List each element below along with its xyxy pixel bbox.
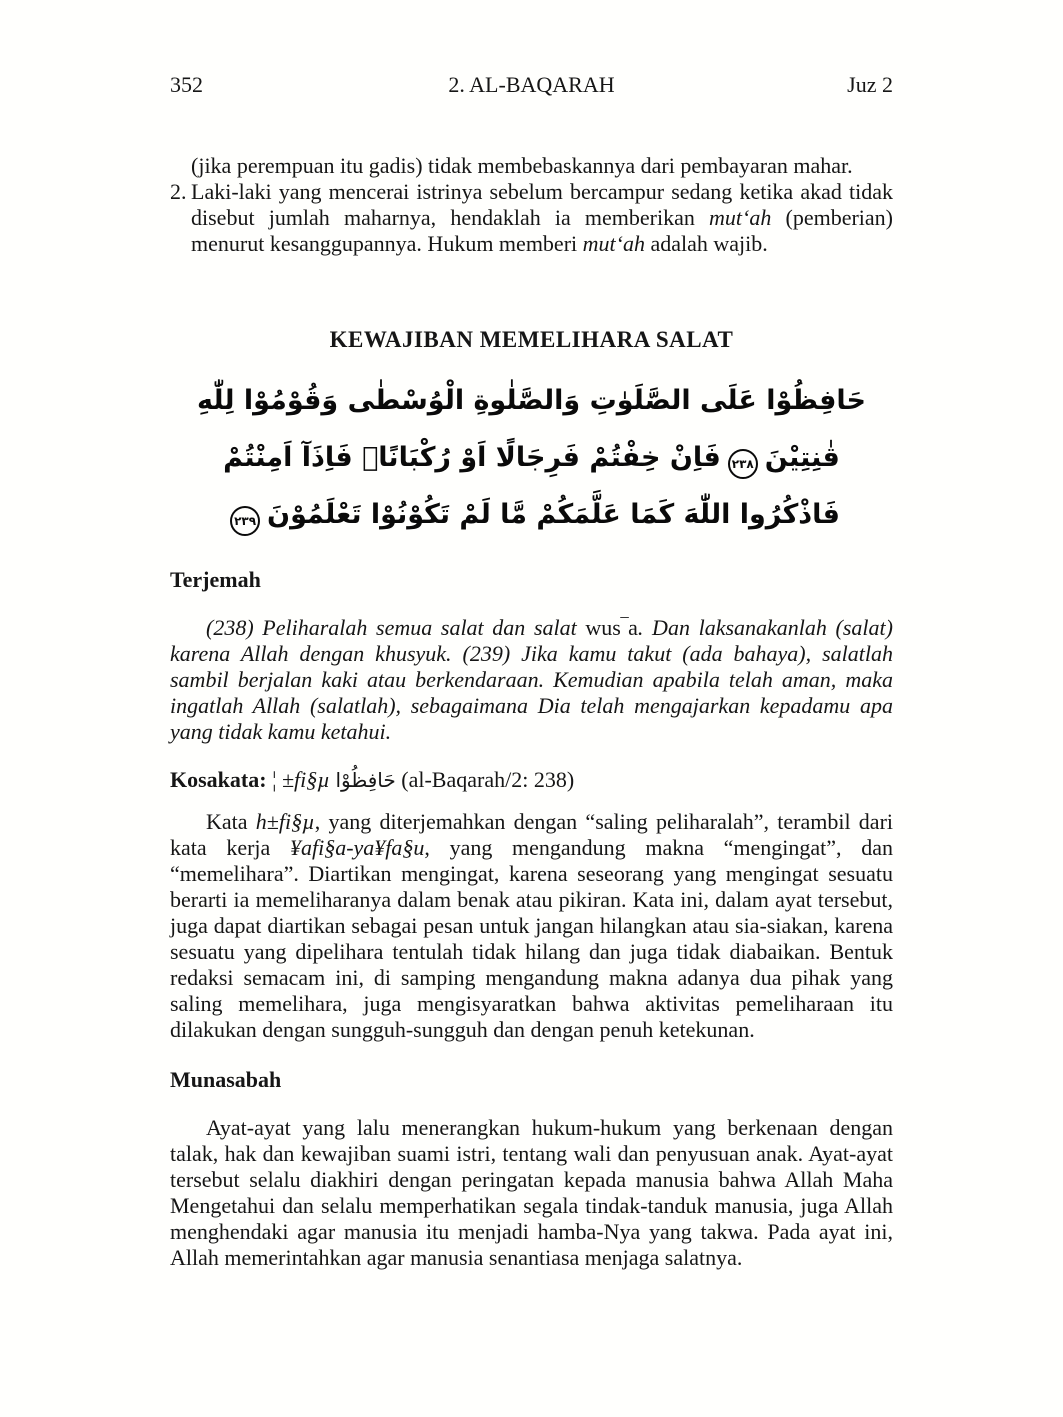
- section-title: KEWAJIBAN MEMELIHARA SALAT: [329, 327, 734, 352]
- surah-title: 2. AL-BAQARAH: [448, 72, 615, 97]
- ayah-number-badge-238: ٢٣٨: [728, 449, 758, 479]
- quran-verse-239-text: فَرِجَالًا اَوْ رُكْبَانًاۚ فَاِذَآ اَمِنْتُمْ فَاذْكُرُوا اللّٰهَ كَمَا عَلَّمَكُمْ مَّا لَمْ تَكُوْنُوْا تَعْلَمُوْنَ: [223, 442, 840, 531]
- list-item-2-part: Laki-laki yang mencerai istrinya sebelum bercampur sedang ketika akad tidak disebut jumlah maharnya, hendaklah ia memberikan: [191, 179, 893, 230]
- terjemah-heading: Terjemah: [170, 567, 261, 593]
- terjemah-paragraph: [170, 615, 893, 745]
- munasabah-paragraph: Ayat-ayat yang lalu menerangkan hukum-hukum yang berkenaan dengan talak, hak dan kewajiban suami istri, tentang wali dan penyusuan anak. Ayat-ayat tersebut selalu diakhiri dengan peringatan kepada manusia bahwa Allah Maha Mengetahui dan selalu memperhatikan segala tindak-tanduk manusia, juga Allah menghendaki agar manusia itu menjadi hamba-Nya yang takwa. Pada ayat ini, Allah memerintahkan agar manusia senantiasa menjaga salatnya.: [170, 1115, 893, 1271]
- terjemah-part: . Dan laksanakanlah (salat) karena Allah dengan khusyuk. (239) Jika kamu takut (ada bahaya), salatlah sambil berjalan kaki atau berkendaraan. Kemudian apabila telah aman, maka ingatlah Allah (salatlah), sebagaimana Dia telah mengajarkan kepadamu apa yang tidak kamu ketahui.: [170, 615, 893, 745]
- quran-verse-239-start: فَاِنْ خِفْتُمْ: [589, 442, 721, 474]
- page-content: [170, 153, 893, 1271]
- kata-paragraph: [170, 809, 893, 1043]
- quran-verse-238-text: حَافِظُوْا عَلَى الصَّلَوٰتِ وَالصَّلٰوةِ الْوُسْطٰى وَقُوْمُوْا لِلّٰهِ قٰنِتِيْنَ: [196, 385, 866, 474]
- kosakata-line: [170, 763, 893, 797]
- list-item-2-text: [191, 179, 893, 257]
- kosakata-transliteration: ±fi§µ: [281, 767, 336, 793]
- numbered-list: [170, 153, 893, 257]
- list-item-2-number: 2.: [170, 179, 187, 204]
- list-item-2-part: adalah wajib.: [644, 231, 768, 256]
- kosakata-arabic-word: حَافِظُوْا: [335, 768, 396, 793]
- term-hafizu: h±fi§µ: [255, 809, 315, 835]
- ayah-number-badge-239: ٢٣٩: [230, 506, 260, 536]
- list-item-1-continuation: (jika perempuan itu gadis) tidak membebaskannya dari pembayaran mahar.: [191, 153, 853, 178]
- term-mutah: mut‘ah: [582, 231, 645, 256]
- kosakata-reference: (al-Baqarah/2: 238): [395, 767, 575, 793]
- page-number: 352: [170, 72, 203, 97]
- munasabah-heading: Munasabah: [170, 1067, 282, 1093]
- list-item-2-part: (pemberian) menurut kesanggupannya. Hukum memberi: [191, 205, 894, 256]
- quran-verse-block: [170, 372, 893, 543]
- terjemah-part: (238) Peliharalah semua salat dan salat: [206, 615, 586, 641]
- kosakata-label: Kosakata:: [170, 767, 273, 793]
- term-wustha: wus‾a: [585, 615, 638, 641]
- list-item-2: [170, 179, 894, 257]
- kata-part: Kata: [206, 809, 256, 835]
- term-hafiza-yahfazu: ¥afi§a-ya¥fa§u: [289, 835, 425, 861]
- term-mutah: mut‘ah: [709, 205, 772, 230]
- running-header: [170, 72, 893, 98]
- kata-part: , yang mengandung makna “mengingat”, dan “memelihara”. Diartikan mengingat, karena seseorang yang mengingat sesuatu berarti ia memeliharanya dalam benak atau pikiran. Kata ini, dalam ayat tersebut, juga dapat diartikan sebagai pesan untuk jangan hilangkan atau sia-siakan, karena sesuatu yang dipelihara tentulah tidak hilang dan juga tidak diabaikan. Bentuk redaksi semacam ini, di samping mengandung makna adanya dua pihak yang saling memelihara, juga mengisyaratkan bahwa aktivitas pemeliharaan itu dilakukan dengan sungguh-sungguh dan dengan penuh ketekunan.: [170, 835, 893, 1043]
- juz-label: Juz 2: [847, 72, 893, 97]
- kosakata-bar: ¦: [272, 767, 282, 793]
- kata-part: , yang diterjemahkan dengan “saling peliharalah”, terambil dari kata kerja: [170, 809, 894, 861]
